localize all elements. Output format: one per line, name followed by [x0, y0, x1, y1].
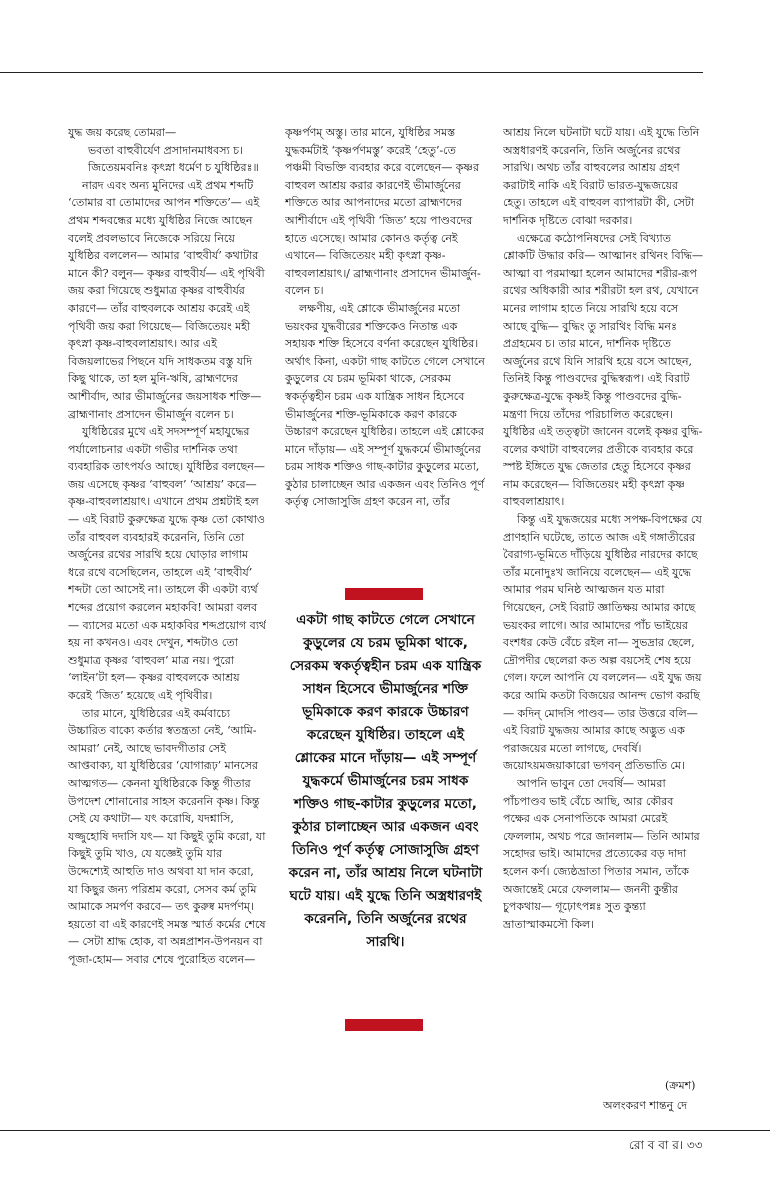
paragraph: জিতেয়মবনিঃ কৃৎস্না ধর্মেণ চ যুধিষ্ঠিরঃ॥	[88, 161, 259, 175]
pull-quote-text: একটা গাছ কাটতে গেলে সেখানে কুড়ুলের যে চরম ভূমিকা থাকে, সেরকম স্বকর্তৃত্বহীন চরম এক যান্ত্রিক সাধন হিসেবে ভীমার্জুনের শক্তি ভূমিকাকে করণ কারকে উচ্চারণ করেছেন যুধিষ্ঠির। তাহলে এই শ্লোকের মানে দাঁড়ায়— এই সম্পূর্ণ যুদ্ধকর্মে ভীমার্জুনের চরম সাধক শক্তিও গাছ-কাটার কুড়ুলের মতো, কুঠার চালাচ্ছেন আর একজন এবং তিনিও পূর্ণ কর্তৃত্ব সোজাসুজি গ্রহণ করেন না, তাঁর আশ্রয় নিলে ঘটনাটা ঘটে যায়। এই যুদ্ধে তিনি অস্ত্রধারণই করেননি, তিনি অর্জুনের রথের সারথি।	[288, 612, 483, 950]
continued-note: (ক্রমশ)	[665, 1079, 696, 1092]
article-column-1	[68, 124, 266, 1116]
bottom-rule	[0, 1130, 770, 1131]
paragraph: কিন্তু এই যুদ্ধজয়ের মধ্যে সপক্ষ-বিপক্ষের যে প্রাণহানি ঘটেছে, তাতে আজ এই গঙ্গাতীরের বৈরাগ্য-ভূমিতে দাঁড়িয়ে যুধিষ্ঠির নারদের কাছে তাঁর মনোদুঃখ জানিয়ে বলেছেন— এই যুদ্ধে আমার পরম ঘনিষ্ঠ আত্মজন যত মারা গিয়েছেন, সেই বিরাট জ্ঞাতিক্ষয় আমার কাছে ভয়ংকর লাগে। আর আমাদের পাঁচ ভাইয়ের বংশধর কেউ বেঁচে রইল না— সুভদ্রার ছেলে, দ্রৌপদীর ছেলেরা কত অল্প বয়সেই শেষ হয়ে গেল। ফলে আপনি যে বললেন— এই যুদ্ধ জয় করে আমি কতটা বিজয়ের আনন্দ ভোগ করছি— কদিন্‌ মোদসি পাণ্ডব— তার উত্তরে বলি— এই বিরাট যুদ্ধজয় আমার কাছে অদ্ভুত এক পরাজয়ের মতো লাগছে, দেবর্ষি। জয়োঽয়মজয়াকারো ভগবন্‌ প্রতিভাতি মে।	[503, 513, 702, 773]
paragraph: যুদ্ধ জয় করেছ তোমরা—	[68, 126, 177, 139]
article-column-2	[285, 124, 485, 572]
page-folio: রো ব বা র। ৩৩	[629, 1138, 703, 1152]
paragraph: কৃষ্ণর্পণম্‌ অস্তু। তার মানে, যুধিষ্ঠির সমস্ত যুদ্ধকর্মটাই ‘কৃষ্ণর্পণমস্তু’ করেই ‘হেতু’-তে পঞ্চমী বিভক্তি ব্যবহার করে বলেছেন— কৃষ্ণর বাহুবল আশ্রয় করার কারণেই ভীমার্জুনের শক্তিতে আর আপনাদের মতো ব্রাহ্মণদের আশীর্বাদে এই পৃথিবী ‘জিত’ হয়ে পাণ্ডবদের হাতে এসেছে। আমার কোনও কর্তৃত্ব নেই এখানে— বিজিতেয়ং মহী কৃৎস্না কৃষ্ণ-বাহুবলাশ্রয়াৎ।/ ব্রাহ্মণানাং প্রসাদেন ভীমার্জুন-বলেন চ।	[285, 126, 481, 298]
paragraph: লক্ষণীয়, এই শ্লোকে ভীমার্জুনের মতো ভয়ংকর যুদ্ধবীরের শক্তিকেও নিতান্ত এক সহায়ক শক্তি হিসেবে বর্ণনা করেছেন যুধিষ্ঠির। অর্থাৎ কিনা, একটা গাছ কাটতে গেলে সেখানে কুড়ুলের যে চরম ভূমিকা থাকে, সেরকম স্বকর্তৃত্বহীন চরম এক যান্ত্রিক সাধন হিসেবে ভীমার্জুনের শক্তি-ভূমিকাকে করণ কারকে উচ্চারণ করেছেন যুধিষ্ঠির। তাহলে এই শ্লোকের মানে দাঁড়ায়— এই সম্পূর্ণ যুদ্ধকর্মে ভীমার্জুনের চরম সাধক শক্তিও গাছ-কাটার কুড়ুলের মতো, কুঠার চালাচ্ছেন আর একজন এবং তিনিও পূর্ণ কর্তৃত্ব সোজাসুজি গ্রহণ করেন না, তাঁর	[285, 301, 485, 509]
pull-quote-bottom-bar	[345, 1019, 423, 1031]
paragraph: এক্ষেত্রে কঠোপনিষদের সেই বিখ্যাত শ্লোকটি উদ্ধার করি— আত্মানং রথিনং বিদ্ধি— আত্মা বা পরমাত্মা হলেন আমাদের শরীর-রূপ রথের অধিকারী আর শরীরটা হল রথ, যেখানে মনের লাগাম হাতে নিয়ে সারথি হয়ে বসে আছে বুদ্ধি— বুদ্ধিং তু সারথিং বিদ্ধি মনঃ প্রগ্রহমেব চ। তার মানে, দার্শনিক দৃষ্টিতে অর্জুনের রথে যিনি সারথি হয়ে বসে আছেন, তিনিই কিন্তু পাণ্ডবদের বুদ্ধিস্বরূপ। এই বিরাট কুরুক্ষেত্র-যুদ্ধে কৃষ্ণই কিন্তু পাণ্ডবদের বুদ্ধি-মন্ত্রণা দিয়ে তাঁদের পরিচালিত করেছেন। যুধিষ্ঠির এই তত্ত্বটা জানেন বলেই কৃষ্ণর বুদ্ধি-বলের কথাটা বাহুবলের প্রতীকে ব্যবহার করে স্পষ্ট ইঙ্গিতে যুদ্ধ জেতার হেতু হিসেবে কৃষ্ণর নাম করেছেন— বিজিতেয়ং মহী কৃৎস্না কৃষ্ণ বাহুবলাশ্রয়াৎ।	[503, 231, 703, 509]
paragraph: আশ্রয় নিলে ঘটনাটা ঘটে যায়। এই যুদ্ধে তিনি অস্ত্রধারণই করেননি, তিনি অর্জুনের রথের সারথি। অথচ তাঁর বাহুবলের আশ্রয় গ্রহণ করাটাই নাকি এই বিরাট ভারত-যুদ্ধজয়ের হেতু। তাহলে এই বাহুবল ব্যাপারটা কী, সেটা দার্শনিক দৃষ্টিতে বোঝা দরকার।	[503, 126, 700, 227]
paragraph: যুধিষ্ঠিরের মুখে এই সদসম্পূর্ণ মহাযুদ্ধের পর্যালোচনার একটা গভীর দার্শনিক তথা ব্যবহারিক তাৎপর্যও আছে। যুধিষ্ঠির বলছেন— জয় এসেছে কৃষ্ণর ‘বাহুবল’ ‘আশ্রয়’ করে— কৃষ্ণ-বাহুবলাশ্রয়াৎ। এখানে প্রথম প্রশ্নটাই হল— এই বিরাট কুরুক্ষেত্র যুদ্ধে কৃষ্ণ তো কোথাও তাঁর বাহুবল ব্যবহারই করেননি, তিনি তো অর্জুনের রথের সারথি হয়ে ঘোড়ার লাগাম ধরে রথে বসেছিলেন, তাহলে এই ‘বাহুবীর্য’ শব্দটা তো আসেই না। তাহলে কী একটা ব্যর্থ শব্দের প্রয়োগ করলেন মহাকবি! আমরা বলব— ব্যাসের মতো এক মহাকবির শব্দপ্রয়োগ ব্যর্থ হয় না কখনও। এবং দেখুন, শব্দটাও তো শুধুমাত্র কৃষ্ণর ‘বাহুবল’ মাত্র নয়। পুরো ‘লাইন’টা হল— কৃষ্ণর বাহুবলকে আশ্রয় করেই ‘জিত’ হয়েছে এই পৃথিবীর।	[68, 425, 266, 702]
paragraph: নারদ এবং অন্য মুনিদের এই প্রথম শব্দটি ‘তোমার বা তোমাদের আপন শক্তিতে’— এই প্রথম শব্দবন্ধের মধ্যে যুধিষ্ঠির নিজে আছেন বলেই প্রবলভাবে নিজেকে সরিয়ে নিয়ে যুধিষ্ঠির বললেন— আমার ‘বাহুবীর্য’ কথাটার মানে কী? বলুন— কৃষ্ণর বাহুবীর্য— এই পৃথিবী জয় করা গিয়েছে শুধুমাত্র কৃষ্ণর বাহুবীর্যর কারণে— তাঁর বাহুবলকে আশ্রয় করেই এই পৃথিবী জয় করা গিয়েছে— বিজিতেয়ং মহী কৃৎস্না কৃষ্ণ-বাহুবলাশ্রয়াৎ। আর এই বিজয়লাভের পিছনে যদি সাধকতম বস্তু যদি কিছু থাকে, তা হল মুনি-ঋষি, ব্রাহ্মণদের আশীর্বাদ, আর ভীমার্জুনের জয়সাধক শক্তি— ব্রাহ্মণানাং প্রসাদেন ভীমার্জুন বলেন চ।	[68, 178, 265, 421]
paragraph: তার মানে, যুধিষ্ঠিরের এই কর্মবাচ্যে উচ্চারিত বাক্যে কর্তার স্বতন্ত্রতা নেই, ‘আমি-আমরা’ নেই, আছে ভাবদগীতার সেই আপ্তবাক্য, যা যুধিষ্ঠিরের ‘যোগারূঢ়’ মানসের আত্মগত— কেননা যুধিষ্ঠিরকে কিন্তু গীতার উপদেশ শোনানোর সাহস করেননি কৃষ্ণ। কিন্তু সেই যে কথাটা— যৎ করোষি, যদশ্নাসি, যজ্জুহোষি দদাসি যৎ— যা কিছুই তুমি করো, যা কিছুই তুমি খাও, যে যজ্ঞেই তুমি যার উদ্দেশ্যেই আহুতি দাও অথবা যা দান করো, যা কিছুর জন্য পরিশ্রম করো, সেসব কর্ম তুমি আমাকে সমর্পণ করবে— তৎ কুরুষ্ব মদর্পণম্‌। হয়তো বা এই কারণেই সমস্ত স্মার্ত কর্মের শেষে— সেটা শ্রাদ্ধ হোক, বা অন্নপ্রাশন-উপনয়ন বা পূজা-হোম— সবার শেষে পুরোহিত বলেন—	[68, 706, 266, 966]
article-column-3	[503, 124, 703, 1116]
paragraph: ভবতা বাহুবীর্যেণ প্রসাদানমাধবস্য চ।	[88, 143, 243, 157]
illustration-credit: অলংকরণ শান্তনু দে	[603, 1099, 687, 1112]
pull-quote-top-bar	[345, 588, 423, 600]
top-rule	[0, 72, 703, 73]
paragraph: আপনি ভাবুন তো দেবর্ষি— আমরা পাঁচপাণ্ডব ভাই বেঁচে আছি, আর কৌরব পক্ষের এক সেনাপতিকে আমরা মেরেই ফেললাম, অথচ পরে জানলাম— তিনি আমার সহোদর ভাই। আমাদের প্রত্যেকের বড় দাদা হলেন কর্ণ। জ্যেষ্ঠভ্রাতা পিতার সমান, তাঁকে অজান্তেই মেরে ফেললাম— জননী কুন্তীর চুপকথায়— গূঢ়োৎপন্নঃ সুত কুন্ত্যা ভ্রাতাস্মাকমসৌ কিল।	[503, 776, 700, 931]
